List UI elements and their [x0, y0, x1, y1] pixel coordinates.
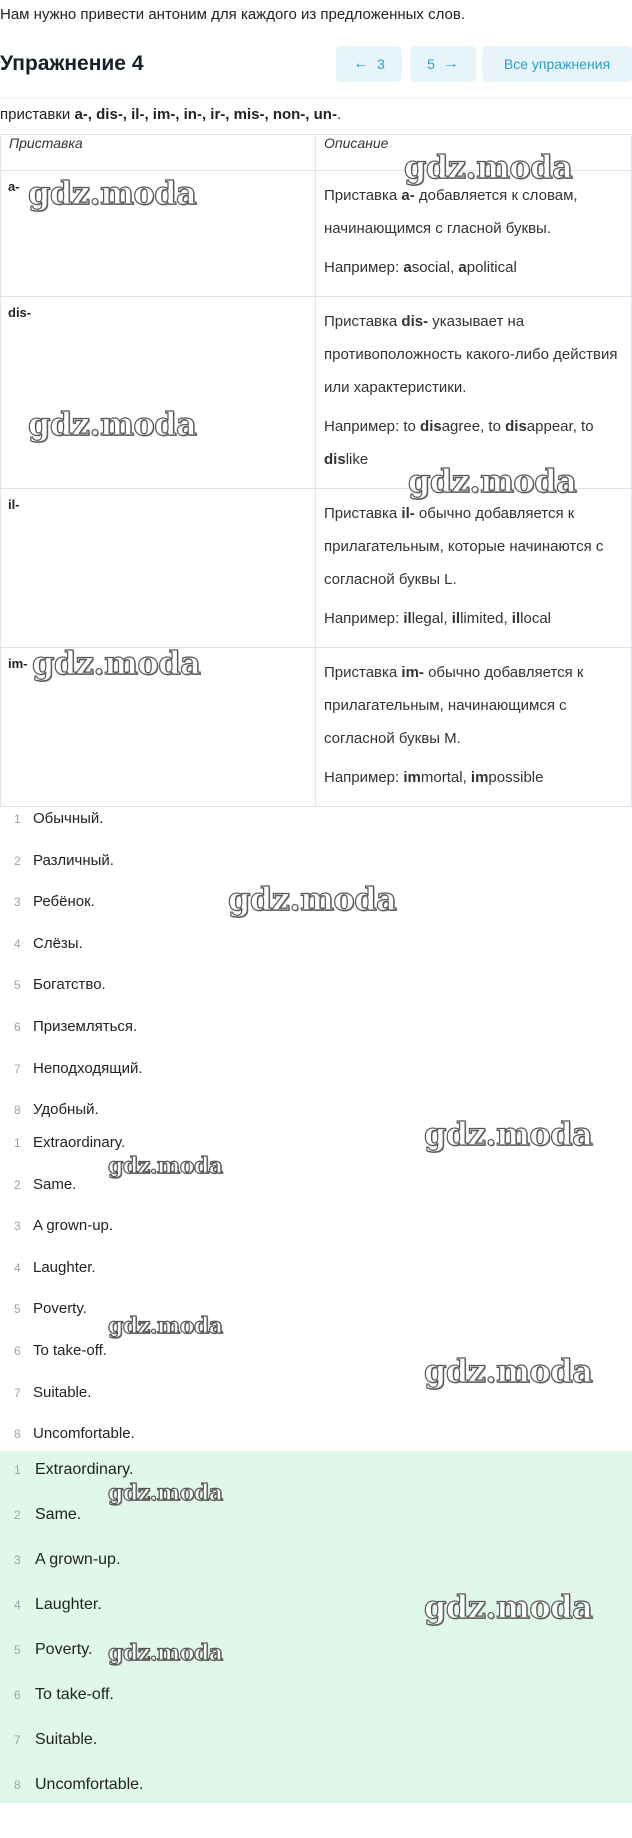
list-item: 3 A grown-up.: [14, 1217, 114, 1235]
example-text: Например: illegal, illimited, illocal: [324, 610, 551, 627]
watermark: gdz.moda: [228, 880, 397, 918]
description-text: Приставка im- обычно добавляется к прилагательным, начинающимся с согласной буквы M.: [324, 664, 584, 747]
list-item: 8 Удобный.: [14, 1101, 99, 1119]
list-item: 2 Same.: [14, 1175, 77, 1193]
list-item: 4 Слёзы.: [14, 934, 83, 952]
list-item: 7 Suitable.: [14, 1731, 98, 1748]
watermark: gdz.moda: [28, 405, 197, 443]
watermark: gdz.moda: [408, 462, 577, 500]
answer-block: [0, 1451, 632, 1803]
list-item: 7 Suitable.: [14, 1383, 92, 1401]
watermark: gdz.moda: [108, 1153, 223, 1179]
list-item: 2 Различный.: [14, 851, 114, 869]
english-word-list: [0, 1136, 632, 1469]
list-item: 1 Обычный.: [14, 810, 104, 827]
example-text: Например: asocial, apolitical: [324, 259, 517, 276]
table-row: [1, 489, 632, 648]
list-item: 3 Ребёнок.: [14, 893, 95, 911]
list-item: 7 Неподходящий.: [14, 1059, 143, 1077]
table-row: [1, 297, 632, 489]
example-text: Например: to disagree, to disappear, to dislike: [324, 418, 594, 468]
list-item: 1 Extraordinary.: [14, 1461, 134, 1478]
prefix-table: [0, 134, 632, 807]
exercise-header: [0, 46, 632, 88]
prev-exercise-button[interactable]: [336, 46, 402, 82]
table-header-description: Описание: [316, 135, 632, 171]
list-item: 4 Laughter.: [14, 1596, 102, 1613]
prefix-cell: im-: [1, 648, 316, 807]
description-text: Приставка dis- указывает на противоположность какого-либо действия или характеристики.: [324, 313, 618, 396]
watermark: gdz.moda: [108, 1313, 223, 1339]
prefix-cell: a-: [1, 171, 316, 297]
all-exercises-button[interactable]: Все упражнения: [482, 46, 632, 82]
example-text: Например: immortal, impossible: [324, 769, 544, 786]
list-item: 3 A grown-up.: [14, 1551, 121, 1568]
prev-exercise-label: 3: [377, 56, 385, 72]
list-item: 6 To take-off.: [14, 1686, 114, 1703]
table-row: [1, 171, 632, 297]
description-cell: [316, 648, 632, 807]
russian-word-list: [0, 812, 632, 1145]
watermark: gdz.moda: [404, 148, 573, 186]
description-cell: [316, 297, 632, 489]
watermark: gdz.moda: [424, 1588, 593, 1626]
list-item: 5 Poverty.: [14, 1300, 87, 1318]
header-divider: [0, 98, 632, 99]
page-title: Упражнение 4: [0, 52, 144, 75]
prefix-cell: il-: [1, 489, 316, 648]
list-item: 6 Приземляться.: [14, 1017, 138, 1035]
list-item: 8 Uncomfortable.: [14, 1425, 135, 1443]
prefix-list: a-, dis-, il-, im-, in-, ir-, mis-, non-, un-: [74, 106, 337, 123]
table-header-prefix: Приставка: [1, 135, 316, 171]
description-cell: [316, 171, 632, 297]
description-text: Приставка il- обычно добавляется к прилагательным, которые начинаются с согласной буквы L.: [324, 505, 604, 588]
description-text: Приставка a- добавляется к словам, начинающимся с гласной буквы.: [324, 187, 578, 237]
list-item: 5 Богатство.: [14, 976, 106, 994]
watermark: gdz.moda: [108, 1480, 223, 1506]
list-item: 8 Uncomfortable.: [14, 1776, 144, 1793]
watermark: gdz.moda: [32, 644, 201, 682]
prefix-list-line: приставки a-, dis-, il-, im-, in-, ir-, mis-, non-, un-.: [0, 106, 342, 123]
intro-text: Нам нужно привести антоним для каждого из предложенных слов.: [0, 6, 465, 23]
list-item: 4 Laughter.: [14, 1258, 96, 1276]
table-row: [1, 648, 632, 807]
watermark: gdz.moda: [424, 1115, 593, 1153]
watermark: gdz.moda: [108, 1640, 223, 1666]
next-exercise-label: 5: [427, 56, 435, 72]
list-item: 2 Same.: [14, 1506, 82, 1523]
prefix-cell: dis-: [1, 297, 316, 489]
answer-list: [0, 1461, 632, 1821]
list-item: 6 To take-off.: [14, 1341, 107, 1359]
next-exercise-button[interactable]: [410, 46, 476, 82]
watermark: gdz.moda: [424, 1352, 593, 1390]
list-item: 5 Poverty.: [14, 1641, 93, 1658]
list-item: 1 Extraordinary.: [14, 1134, 126, 1151]
arrow-left-icon: ←: [353, 55, 370, 72]
watermark: gdz.moda: [28, 174, 197, 212]
arrow-right-icon: →: [442, 55, 459, 72]
description-cell: [316, 489, 632, 648]
